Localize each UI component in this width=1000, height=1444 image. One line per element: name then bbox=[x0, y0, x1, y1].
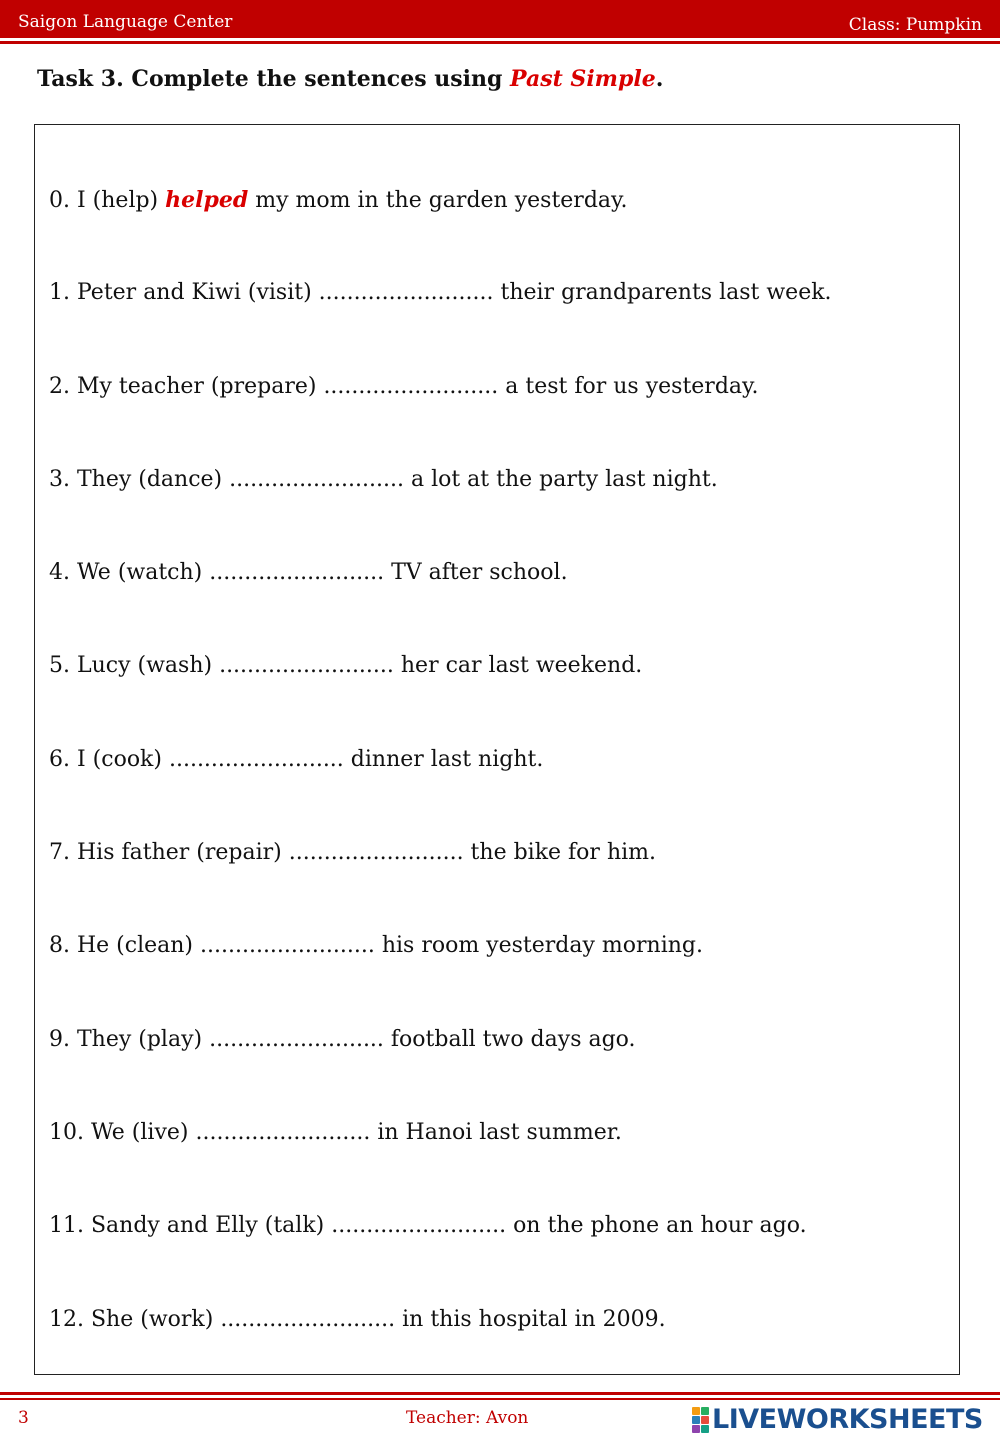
header-bar bbox=[0, 0, 1000, 38]
class-label: Class: Pumpkin bbox=[848, 15, 982, 35]
sentence-list bbox=[49, 180, 832, 1393]
school-name: Saigon Language Center bbox=[18, 12, 233, 32]
footer-divider-top bbox=[0, 1392, 1000, 1395]
sentence-5: 5. Lucy (wash) ......................... her car last weekend. bbox=[49, 653, 643, 679]
task-title-suffix: . bbox=[655, 66, 664, 92]
task-title-highlight: Past Simple bbox=[510, 66, 656, 92]
teacher-name: Teacher: Avon bbox=[406, 1408, 529, 1428]
sentence-8: 8. He (clean) ......................... his room yesterday morning. bbox=[49, 933, 703, 959]
sentence-4: 4. We (watch) ......................... TV after school. bbox=[49, 560, 568, 586]
sentence-12: 12. She (work) ......................... in this hospital in 2009. bbox=[49, 1306, 666, 1332]
footer-divider-bottom bbox=[0, 1398, 1000, 1400]
liveworksheets-logo-icon bbox=[692, 1407, 709, 1433]
task-title-prefix: Task 3. Complete the sentences using bbox=[37, 66, 511, 92]
sentence-3: 3. They (dance) ......................... a lot at the party last night. bbox=[49, 466, 718, 492]
page-number: 3 bbox=[18, 1408, 29, 1428]
sentence-6: 6. I (cook) ......................... dinner last night. bbox=[49, 746, 544, 772]
header-divider bbox=[0, 41, 1000, 44]
example-before: 0. I (help) bbox=[49, 188, 166, 213]
example-after: my mom in the garden yesterday. bbox=[248, 188, 628, 213]
task-title bbox=[37, 66, 663, 92]
sentence-1: 1. Peter and Kiwi (visit) ......................... their grandparents last week. bbox=[49, 280, 832, 306]
sentence-11: 11. Sandy and Elly (talk) ......................... on the phone an hour ago. bbox=[49, 1213, 807, 1239]
example-sentence bbox=[49, 180, 832, 273]
logo-text: LIVEWORKSHEETS bbox=[712, 1404, 983, 1435]
sentence-7: 7. His father (repair) ......................... the bike for him. bbox=[49, 840, 656, 866]
liveworksheets-logo[interactable] bbox=[692, 1404, 983, 1435]
example-answer: helped bbox=[165, 187, 249, 213]
sentence-9: 9. They (play) ......................... football two days ago. bbox=[49, 1026, 636, 1052]
sentence-2: 2. My teacher (prepare) ......................... a test for us yesterday. bbox=[49, 373, 759, 399]
sentence-10: 10. We (live) ......................... in Hanoi last summer. bbox=[49, 1119, 622, 1145]
